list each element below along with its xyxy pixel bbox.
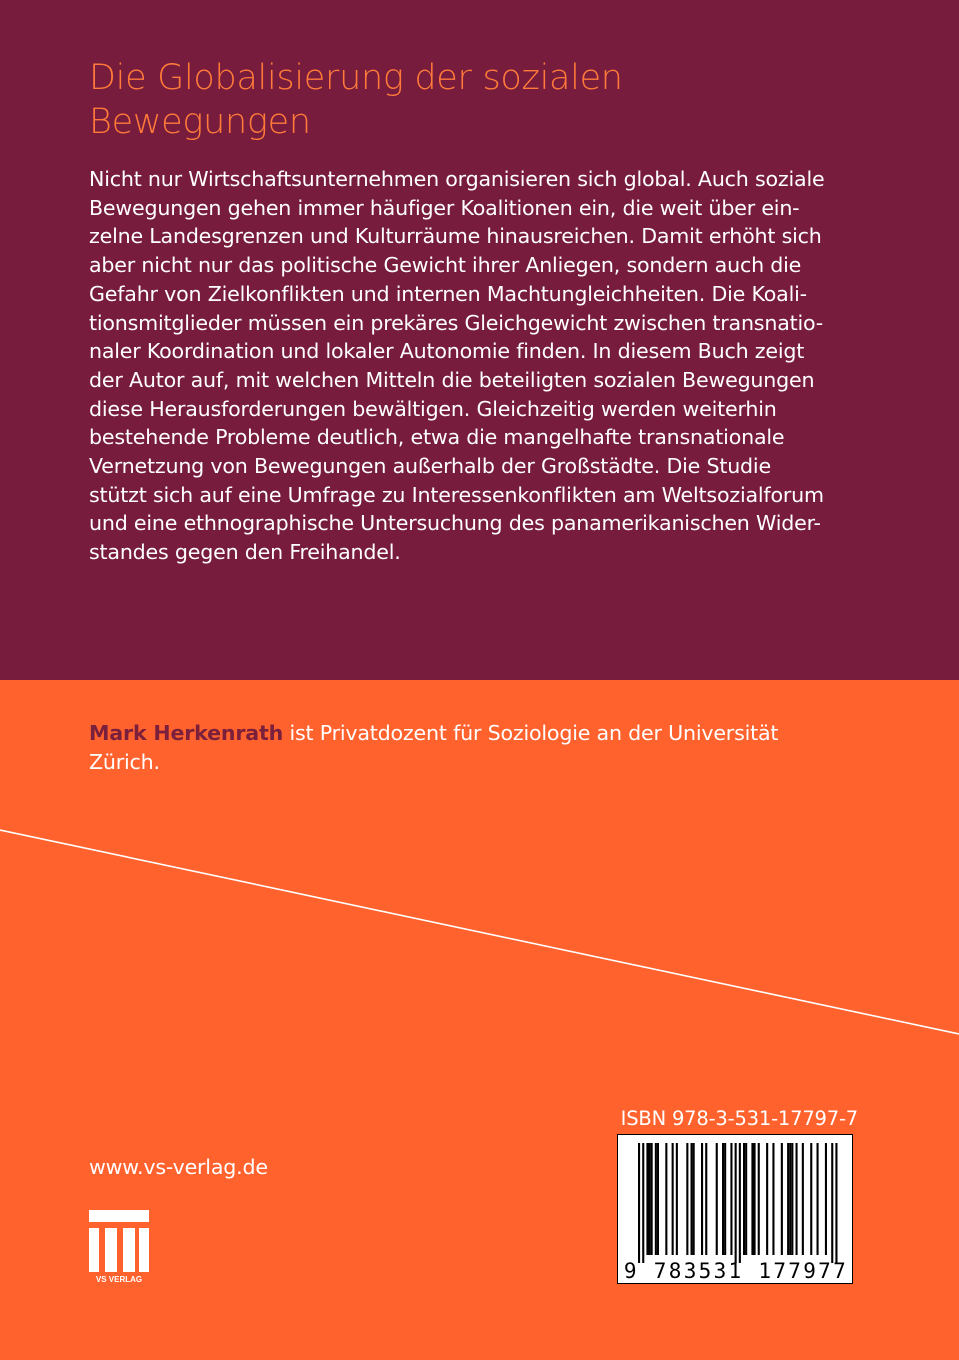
description-line: Nicht nur Wirtschaftsunternehmen organisieren sich global. Auch soziale	[89, 167, 825, 191]
barcode-bar	[735, 1143, 737, 1263]
barcode-bar	[657, 1143, 659, 1255]
barcode-bar	[665, 1143, 667, 1255]
description-line: zelne Landesgrenzen und Kulturräume hinausreichen. Damit erhöht sich	[89, 224, 822, 249]
barcode-bar	[754, 1143, 756, 1255]
description-line: und eine ethnographische Untersuchung des panamerikanischen Wider-	[89, 511, 821, 536]
barcode-bar	[835, 1143, 837, 1263]
logo-text: VS VERLAG	[95, 1275, 143, 1284]
barcode	[617, 1134, 853, 1284]
barcode-bar	[810, 1143, 812, 1255]
description-line: Vernetzung von Bewegungen außerhalb der Großstädte. Die Studie	[89, 454, 771, 479]
book-description	[89, 165, 849, 567]
barcode-bar	[672, 1143, 674, 1255]
author-bio	[89, 719, 849, 776]
description-line: Bewegungen gehen immer häufiger Koalitionen ein, die weit über ein-	[89, 195, 800, 220]
publisher-website: www.vs-verlag.de	[89, 1155, 268, 1179]
title-line: Die Globalisierung der sozialen	[89, 58, 623, 98]
barcode-bar	[701, 1143, 703, 1255]
author-bio-text: ist Privatdozent für Soziologie an der Universität Zürich.	[89, 721, 779, 774]
barcode-bar	[649, 1143, 651, 1255]
barcode-bar	[691, 1143, 693, 1255]
barcode-digits: 9 783531 177977	[623, 1259, 849, 1283]
barcode-bar	[730, 1143, 732, 1255]
barcode-bar	[676, 1143, 678, 1255]
barcode-bar	[722, 1143, 724, 1255]
barcode-bar	[651, 1143, 653, 1255]
title-line: Bewegungen	[89, 102, 311, 142]
vs-verlag-logo	[89, 1210, 149, 1284]
barcode-bar	[745, 1143, 747, 1255]
barcode-bar	[817, 1143, 819, 1255]
barcode-bar	[791, 1143, 793, 1255]
barcode-bar	[693, 1143, 695, 1255]
barcode-bar	[655, 1143, 657, 1255]
description-line: aber nicht nur das politische Gewicht ihrer Anliegen, sondern auch die	[89, 253, 802, 278]
barcode-bar	[743, 1143, 745, 1255]
barcode-bar	[686, 1143, 688, 1255]
description-line: bestehende Probleme deutlich, etwa die mangelhafte transnationale	[89, 425, 785, 450]
description-line: naler Koordination und lokaler Autonomie finden. In diesem Buch zeigt	[89, 339, 805, 364]
barcode-bar	[789, 1143, 791, 1255]
barcode-bar	[831, 1143, 833, 1263]
barcode-bar	[646, 1143, 648, 1255]
description-line: diese Herausforderungen bewältigen. Gleichzeitig werden weiterhin	[89, 396, 777, 421]
barcode-bar	[766, 1143, 768, 1255]
description-line: standes gegen den Freihandel.	[89, 540, 401, 565]
barcode-bar	[705, 1143, 707, 1255]
book-title	[89, 56, 789, 144]
barcode-bar	[781, 1143, 783, 1255]
barcode-bar	[758, 1143, 760, 1255]
barcode-bar	[739, 1143, 741, 1263]
description-line: tionsmitglieder müssen ein prekäres Gleichgewicht zwischen transnatio-	[89, 310, 824, 335]
description-line: stützt sich auf eine Umfrage zu Interessenkonflikten am Weltsozialforum	[89, 482, 824, 507]
barcode-bar	[787, 1143, 789, 1255]
description-line: der Autor auf, mit welchen Mitteln die beteiligten sozialen Bewegungen	[89, 367, 815, 392]
barcode-bar	[638, 1143, 640, 1263]
description-line: Gefahr von Zielkonflikten und internen Machtungleichheiten. Die Koali-	[89, 281, 807, 306]
author-name: Mark Herkenrath	[89, 721, 284, 745]
barcode-bar	[802, 1143, 804, 1255]
isbn-text: ISBN 978-3-531-17797-7	[620, 1107, 858, 1130]
barcode-bar	[772, 1143, 774, 1255]
barcode-bar	[751, 1143, 753, 1255]
barcode-bar	[716, 1143, 718, 1255]
barcode-bar	[724, 1143, 726, 1255]
barcode-bar	[796, 1143, 798, 1255]
barcode-bar	[825, 1143, 827, 1255]
barcode-bar	[642, 1143, 644, 1263]
